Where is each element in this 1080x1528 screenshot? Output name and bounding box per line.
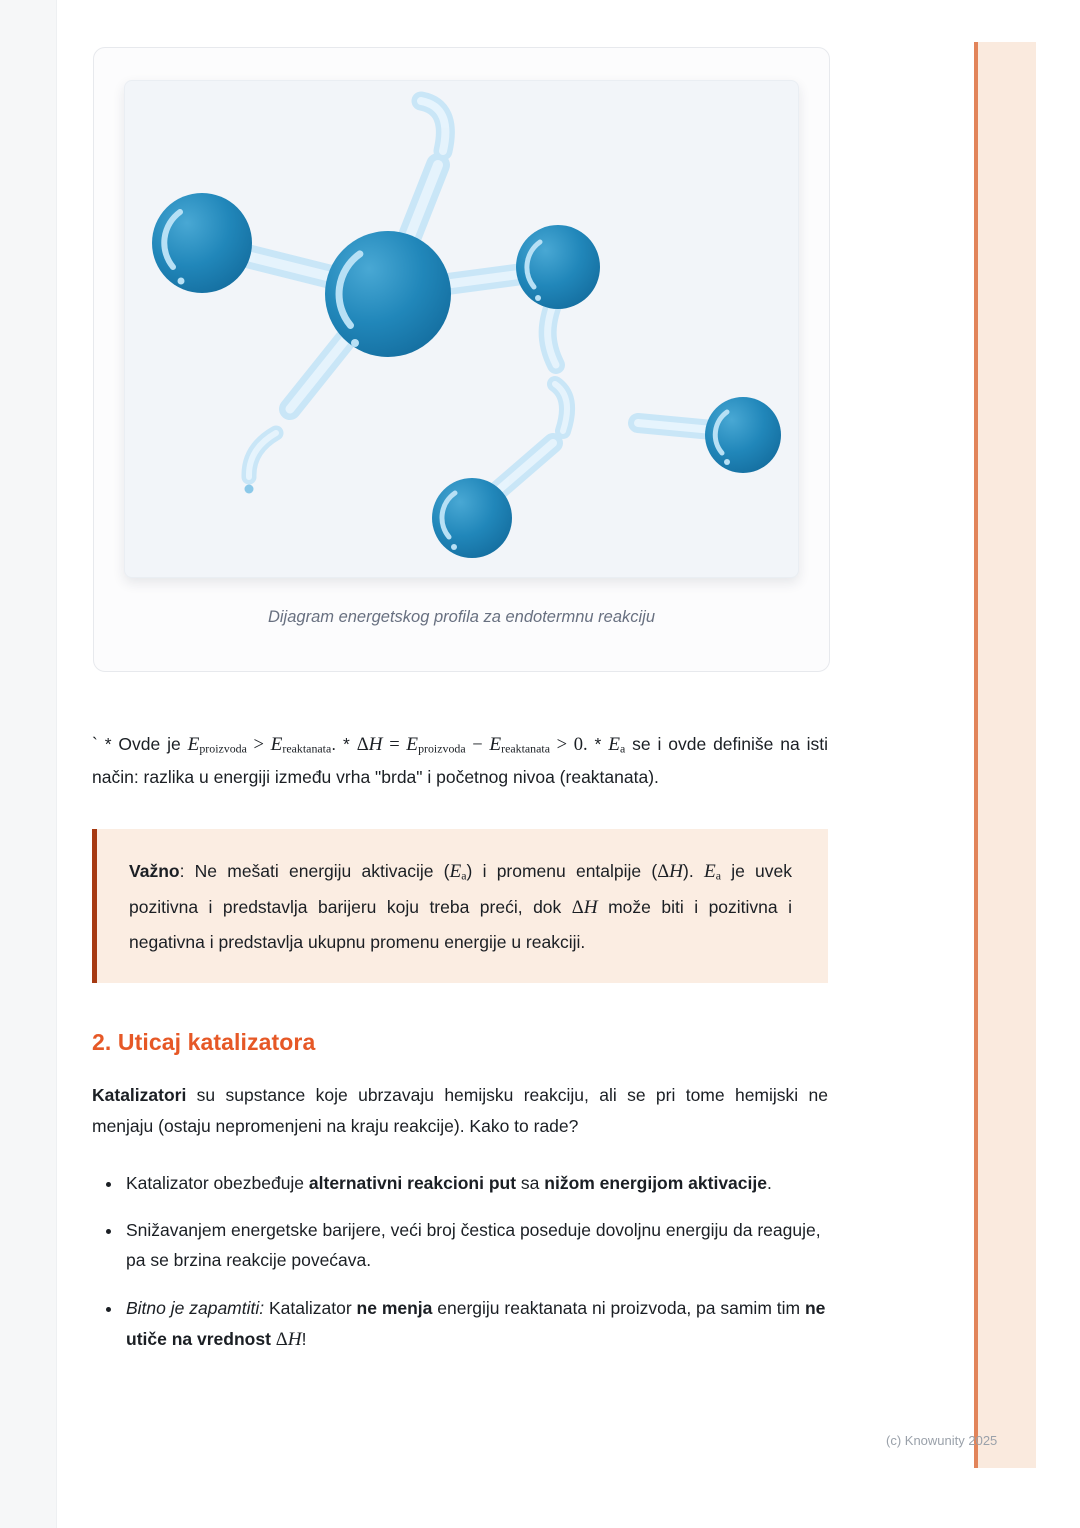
text-fragment: su supstance koje ubrzavaju hemijsku reakciju, ali se pri tome hemijski ne menjaju (ostaju nepromenjeni na kraju reakcije). Kako to rade? — [92, 1084, 828, 1137]
math-subscript: a — [715, 869, 721, 883]
text-fragment: Katalizator — [264, 1297, 357, 1318]
text-fragment: energiju reaktanata ni proizvoda, pa samim tim — [432, 1297, 805, 1318]
math-subscript: proizvoda — [199, 741, 247, 756]
bullet-item — [123, 1168, 828, 1198]
math-delta: Δ — [356, 734, 369, 755]
math-var-E: E — [449, 861, 462, 883]
math-operator: > 0. — [549, 734, 588, 755]
section-heading: 2. Uticaj katalizatora — [92, 1028, 316, 1055]
math-var-H: H — [583, 897, 598, 918]
figure-card — [93, 47, 830, 672]
callout-label: Važno — [129, 861, 180, 882]
math-operator: > — [246, 734, 271, 755]
bold-fragment: alternativni reakcioni put — [308, 1173, 517, 1194]
text-fragment: sa — [516, 1173, 545, 1194]
text-fragment: je uvek pozitivna i predstavlja barijeru koju treba preći, dok — [129, 861, 792, 917]
intro-paragraph — [92, 1080, 828, 1142]
text-fragment: ` * Ovde je — [92, 734, 188, 754]
math-delta: Δ — [275, 1328, 288, 1350]
math-var-E: E — [406, 734, 419, 755]
text-fragment: se i ovde definiše na isti način: razlika u energiji između vrha "brda" i početnog nivoa (reaktanata). — [92, 734, 828, 788]
math-delta: Δ — [657, 861, 670, 883]
math-var-H: H — [368, 734, 383, 755]
molecule-svg — [125, 81, 799, 578]
bullet-item — [123, 1215, 828, 1275]
bold-fragment: Katalizatori — [92, 1084, 187, 1105]
math-var-E: E — [270, 734, 283, 755]
math-var-E: E — [608, 734, 620, 755]
text-fragment: : Ne mešati energiju aktivacije ( — [179, 861, 450, 882]
bold-fragment: nižom energijom aktivacije — [544, 1173, 767, 1194]
math-operator: = — [382, 734, 407, 755]
math-var-E: E — [489, 734, 502, 755]
text-fragment: Snižavanjem energetske barijere, veći broj čestica poseduje dovoljnu energiju da reaguje, pa se brzina reakcije povećava. — [126, 1220, 821, 1271]
important-callout — [92, 829, 828, 983]
bold-fragment: ne menja — [356, 1297, 433, 1318]
text-fragment: ! — [301, 1328, 307, 1349]
text-fragment: može biti i pozitivna i negativna i predstavlja ukupnu promenu energije u reakciji. — [129, 897, 793, 952]
text-fragment: ) i promenu entalpije ( — [466, 861, 658, 882]
math-subscript: reaktanata — [282, 741, 332, 756]
bullet-list — [92, 1168, 828, 1355]
math-delta: Δ — [571, 897, 584, 918]
page-left-margin — [0, 0, 57, 1528]
text-fragment: Katalizator obezbeđuje — [126, 1173, 309, 1194]
copyright-notice: (c) Knowunity 2025 — [886, 1433, 998, 1448]
math-paragraph — [92, 728, 828, 793]
decorative-right-strip — [974, 42, 1036, 1468]
italic-fragment: Bitno je zapamtiti: — [126, 1297, 265, 1318]
math-subscript: proizvoda — [418, 741, 466, 756]
math-var-E: E — [703, 861, 716, 883]
molecule-illustration — [124, 80, 799, 578]
math-subscript: reaktanata — [501, 741, 550, 756]
text-fragment: . — [766, 1173, 772, 1194]
figure-caption: Dijagram energetskog profila za endotermnu reakciju — [267, 608, 656, 626]
bold-fragment: ne utiče na vrednost — [126, 1297, 826, 1349]
text-fragment: . * — [331, 734, 357, 754]
math-var-E: E — [187, 734, 200, 755]
math-var-H: H — [669, 861, 684, 883]
math-subscript: a — [619, 741, 626, 756]
content-column — [92, 710, 828, 1373]
math-subscript: a — [461, 869, 467, 883]
math-var-H: H — [287, 1328, 302, 1350]
bullet-item — [123, 1293, 828, 1356]
text-fragment: * — [587, 734, 609, 754]
text-fragment: ). — [683, 861, 704, 882]
math-operator: − — [465, 734, 490, 755]
